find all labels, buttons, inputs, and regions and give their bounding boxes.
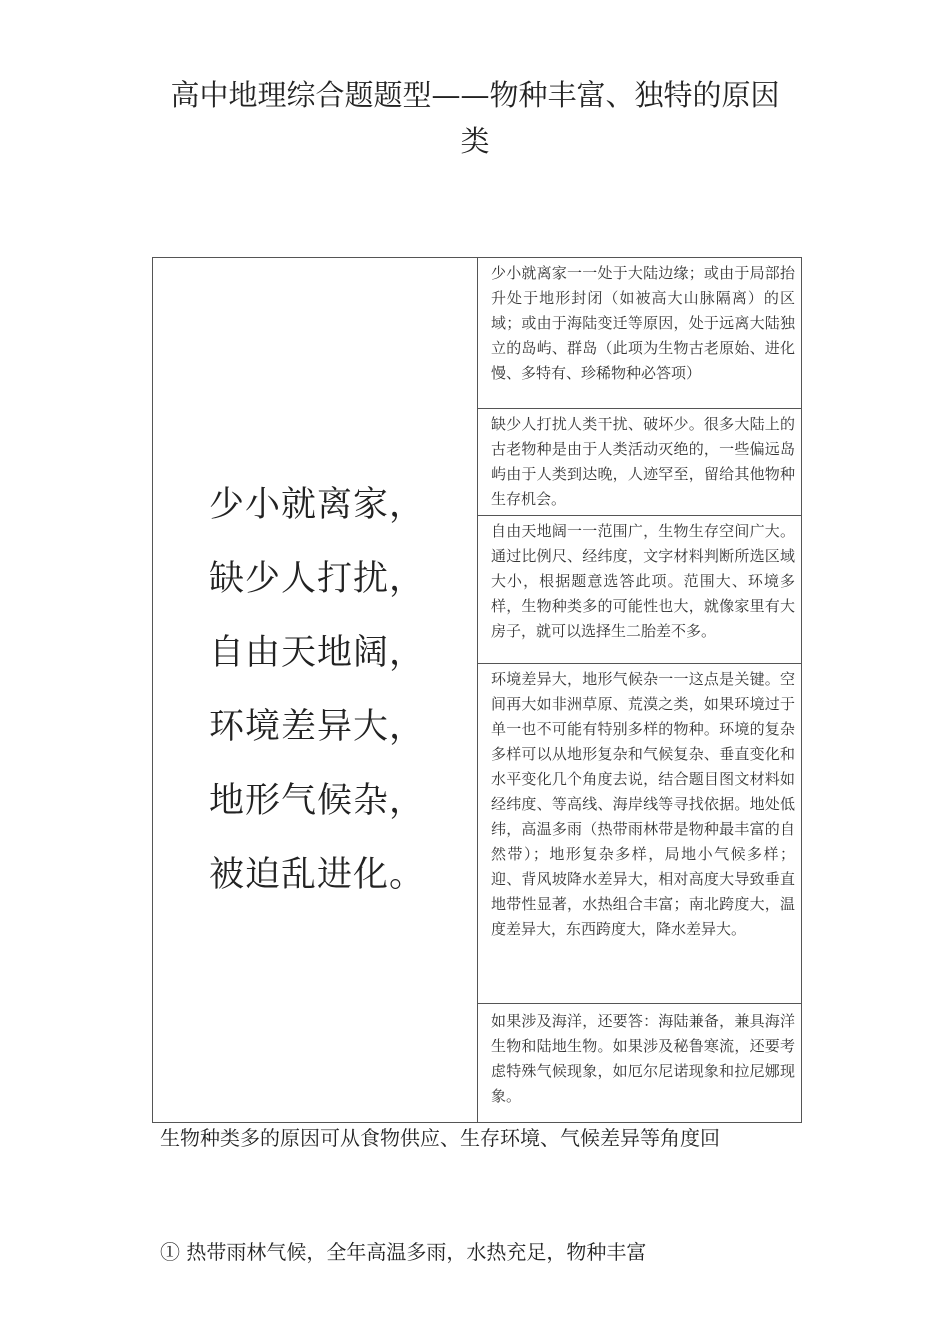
table-row (153, 258, 802, 409)
detail-text-4: 环境差异大，地形气候杂一一这点是关键。空间再大如非洲草原、荒漠之类，如果环境过于单一也不可能有特别多样的物种。环境的复杂多样可以从地形复杂和气候复杂、垂直变化和水平变化几个角度去说，结合题目图文材料如经纬度、等高线、海岸线等寻找依据。地处低纬，高温多雨（热带雨林带是物种最丰富的自然带）；地形复杂多样，局地小气候多样；迎、背风坡降水差异大，相对高度大导致垂直地带性显著，水热组合丰富；南北跨度大，温度差异大，东西跨度大，降水差异大。 (491, 670, 795, 938)
detail-text-3: 自由天地阔一一范围广，生物生存空间广大。通过比例尺、经纬度，文字材料判断所选区域大小，根据题意选答此项。范围大、环境多样，生物种类多的可能性也大，就像家里有大房子，就可以选择生二胎差不多。 (491, 522, 795, 640)
detail-cell-4 (478, 664, 802, 1004)
mnemonic-cell (153, 258, 478, 1123)
summary-table (152, 257, 802, 1123)
detail-cell-5 (478, 1004, 802, 1123)
mnemonic-text: 少小就离家，缺少人打扰，自由天地阔，环境差异大，地形气候杂，被迫乱进化。 (209, 485, 426, 895)
detail-cell-2 (478, 409, 802, 516)
title-line-1: 高中地理综合题题型——物种丰富、独特的原因 (170, 78, 780, 112)
paragraph-item-1: ① 热带雨林气候，全年高温多雨，水热充足，物种丰富 (160, 1240, 647, 1264)
detail-cell-3 (478, 516, 802, 664)
page-title (150, 72, 800, 164)
paragraph-reasons: 生物种类多的原因可从食物供应、生存环境、气候差异等角度回 (160, 1126, 720, 1150)
detail-text-2: 缺少人打扰人类干扰、破坏少。很多大陆上的古老物种是由于人类活动灭绝的，一些偏远岛屿由于人类到达晚，人迹罕至，留给其他物种生存机会。 (491, 415, 795, 508)
detail-text-1: 少小就离家一一处于大陆边缘；或由于局部抬升处于地形封闭（如被高大山脉隔离）的区域；或由于海陆变迁等原因，处于远离大陆独立的岛屿、群岛（此项为生物古老原始、进化慢、多特有、珍稀物种必答项） (491, 264, 795, 382)
detail-text-5: 如果涉及海洋，还要答：海陆兼备，兼具海洋生物和陆地生物。如果涉及秘鲁寒流，还要考虑特殊气候现象，如厄尔尼诺现象和拉尼娜现象。 (491, 1012, 795, 1105)
detail-cell-1 (478, 258, 802, 409)
title-line-2: 类 (460, 124, 490, 158)
